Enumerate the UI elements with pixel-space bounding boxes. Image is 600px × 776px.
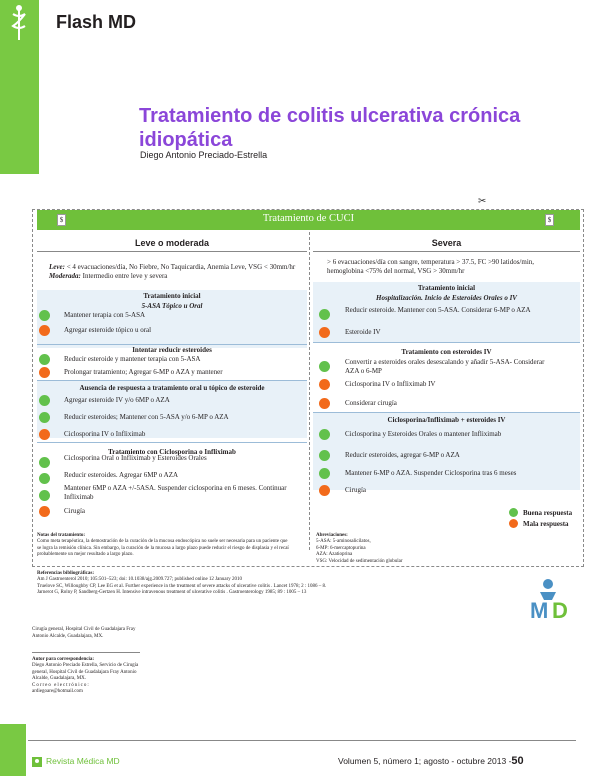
- corr-text: Diego Antonio Preciado Estrella, Servicio de Cirugía general, Hospital Civil de Guadalajara Fray Antonio Alcalde, Guadalajara, MX.: [32, 663, 139, 681]
- divider: [37, 380, 307, 381]
- reference: Am J Gastroenterol 2010; 105:501–523; doi: 10.1038/ajg.2009.727; published online 12 January 2010: [37, 577, 242, 582]
- reference: Jarnerot G, Rolny P, Sandberg-Gertzen H. Intensive intravenous treatment of ulcerative colitis . Gastroenterology 1985; 89 : 1005 – 13: [37, 590, 307, 595]
- bad-response-dot: [39, 506, 50, 517]
- good-response-dot: [39, 310, 50, 321]
- bad-response-dot: [39, 325, 50, 336]
- correspondence: [32, 656, 140, 696]
- list-item: Cirugía: [345, 486, 366, 494]
- section-title: Tratamiento inicial: [143, 292, 201, 300]
- good-response-dot: [39, 395, 50, 406]
- page-number: 50: [511, 755, 524, 767]
- bad-response-dot: [39, 367, 50, 378]
- column-divider: [309, 232, 310, 550]
- divider: [32, 652, 140, 653]
- list-item: Reducir esteroide. Mantener con 5-ASA. Considerar 6-MP o AZA: [345, 306, 531, 314]
- list-item: Mantener terapia con 5-ASA: [64, 311, 146, 319]
- section-brand: Flash MD: [56, 12, 137, 32]
- notes-title: Notas del tratamiento:: [37, 533, 86, 538]
- good-response-dot: [319, 309, 330, 320]
- bad-response-dot: [319, 379, 330, 390]
- email-label: Correo electrónico:: [32, 682, 90, 688]
- list-item: Ciclosporina y Esteroides Orales o mantener Infliximab: [345, 430, 502, 438]
- list-item: Ciclosporina IV o Infliximab IV: [345, 380, 436, 388]
- bad-response-dot: [39, 429, 50, 440]
- section-title: Tratamiento con Ciclosporina o Infliximab: [108, 448, 236, 456]
- good-response-dot: [319, 450, 330, 461]
- list-item: Considerar cirugía: [345, 399, 397, 407]
- article-author: Diego Antonio Preciado-Estrella: [140, 150, 268, 160]
- issue-info: Volumen 5, número 1; agosto - octubre 2013 -50: [338, 755, 524, 767]
- corr-title: Autor para correspondencia:: [32, 657, 95, 662]
- abbr-title: Abreviaciones:: [316, 533, 348, 538]
- section-subtitle: Hospitalización. Inicio de Esteroides Orales o IV: [376, 294, 517, 302]
- divider: [313, 412, 580, 413]
- footer-divider: [28, 740, 576, 741]
- good-response-dot: [39, 490, 50, 501]
- list-item: Ciclosporina IV o Infliximab: [64, 430, 146, 438]
- good-response-dot: [319, 429, 330, 440]
- scissors-icon: ✂: [478, 196, 487, 207]
- section-title: Intentar reducir esteroides: [132, 346, 212, 354]
- box-header: [37, 210, 580, 230]
- tag-icon: $: [545, 214, 554, 226]
- legend-label: Mala respuesta: [523, 520, 569, 528]
- list-item: Esteroide IV: [345, 328, 381, 336]
- caduceus-icon: [0, 0, 39, 48]
- md-logo-icon: [528, 576, 574, 620]
- good-response-dot: [319, 361, 330, 372]
- article-title: Tratamiento de colitis ulcerativa crónica idiopática: [139, 105, 521, 151]
- references: [37, 570, 517, 597]
- list-item: Cirugía: [64, 507, 85, 515]
- list-item: Reducir esteroides, agregar 6-MP o AZA: [345, 451, 460, 459]
- legend-label: Buena respuesta: [523, 509, 573, 517]
- good-response-dot: [39, 354, 50, 365]
- good-response-dot: [39, 473, 50, 484]
- list-item: Ciclosporina Oral o Infliximab y Esteroides Orales: [64, 454, 207, 462]
- severe-definition: > 6 evacuaciones/día con sangre, temperatura > 37.5, FC >90 latidos/min, hemoglobina <75% del normal, VSG > 30mm/hr: [327, 258, 535, 275]
- refs-title: Referencias bibliográficas:: [37, 571, 94, 576]
- box-title: Tratamiento de CUCI: [262, 213, 355, 224]
- abbr-line: 5-ASA: 5-aminosalicilatos,: [316, 539, 371, 544]
- mild-column-heading: Leve o moderada: [37, 234, 307, 252]
- bad-response-dot: [319, 485, 330, 496]
- affiliation-text: Cirugía general, Hospital Civil de Guadalajara Fray Antonio Alcalde, Guadalajara, MX.: [32, 627, 136, 639]
- treatment-notes: [37, 532, 292, 559]
- divider: [37, 442, 307, 443]
- divider: [37, 344, 307, 345]
- section-title: Tratamiento inicial: [417, 284, 476, 292]
- abbreviations: [316, 532, 536, 565]
- notes-text: Como meta terapéutica, la demostración de la curación de la mucosa endoscópica no suele ser necesaria para un paciente que se logra la remisión clínica. Sin embargo, la curación de la mucosa a largo plazo puede reducir el riesgo de displasia y el recaí probablemente un mejor resultado a largo plazo.: [37, 539, 289, 557]
- email: ardiegoare@hotmail.com: [32, 689, 83, 694]
- abbr-line: AZA: Azatioprina: [316, 552, 353, 557]
- list-item: Agregar esteroide tópico u oral: [64, 326, 152, 334]
- affiliation: [32, 627, 140, 640]
- section-title: Tratamiento con esteroides IV: [401, 348, 492, 356]
- mild-definition: Leve: < 4 evacuaciones/día, No Fiebre, No Taquicardia, Anemia Leve, VSG < 30mm/hr Moderada: Intermedio entre leve y severa: [49, 263, 296, 280]
- svg-text:M: M: [530, 598, 549, 620]
- bad-response-dot: [319, 398, 330, 409]
- good-response-dot: [39, 457, 50, 468]
- side-accent-bar: [0, 724, 26, 776]
- divider: [313, 342, 580, 343]
- list-item: Mantener 6MP o AZA +/-5ASA. Suspender ciclosporina en 6 meses. Continuar Infliximab: [64, 484, 287, 501]
- section-subtitle: 5-ASA Tópico u Oral: [141, 302, 203, 310]
- list-item: Convertir a esteroides orales desescalando y añadir 5-ASA- Considerar AZA o 6-MP: [345, 358, 545, 375]
- list-item: Reducir esteroides. Agregar 6MP o AZA: [64, 471, 179, 479]
- treatment-box: [37, 210, 580, 562]
- abbr-line: VSG: Velocidad de sedimentación globular: [316, 558, 403, 564]
- section-title: Ausencia de respuesta a tratamiento oral u tópico de esteroide: [79, 384, 265, 392]
- list-item: Reducir esteroide y mantener terapia con 5-ASA: [64, 355, 201, 363]
- abbr-line: 6-MP: 6-mercaptopurina: [316, 545, 366, 551]
- reference: Truelove SC, Willoughby CP, Lee EG et al. Further experience in the treatment of severe attacks of ulcerative colitis . Lancet 1978; 2 : 1086 – 8.: [37, 583, 327, 589]
- good-response-dot: [319, 468, 330, 479]
- journal-icon: [32, 754, 42, 764]
- good-response-dot: [509, 508, 518, 517]
- svg-text:D: D: [552, 598, 568, 620]
- list-item: Prolongar tratamiento; Agregar 6-MP o AZA y mantener: [64, 368, 223, 376]
- bad-response-dot: [509, 519, 518, 528]
- section-title: Ciclosporina/Infliximab + esteroides IV: [387, 416, 506, 424]
- severe-column-heading: Severa: [313, 234, 580, 252]
- side-accent-bar: [0, 48, 39, 174]
- journal-logo-tab: [0, 0, 39, 48]
- journal-name: Revista Médica MD: [46, 756, 120, 766]
- bad-response-dot: [319, 327, 330, 338]
- list-item: Agregar esteroide IV y/o 6MP o AZA: [64, 396, 170, 404]
- tag-icon: $: [57, 214, 66, 226]
- good-response-dot: [39, 412, 50, 423]
- list-item: Reducir esteroides; Mantener con 5-ASA y/o 6-MP o AZA: [64, 413, 229, 421]
- list-item: Mantener 6-MP o AZA. Suspender Ciclosporina tras 6 meses: [345, 469, 517, 477]
